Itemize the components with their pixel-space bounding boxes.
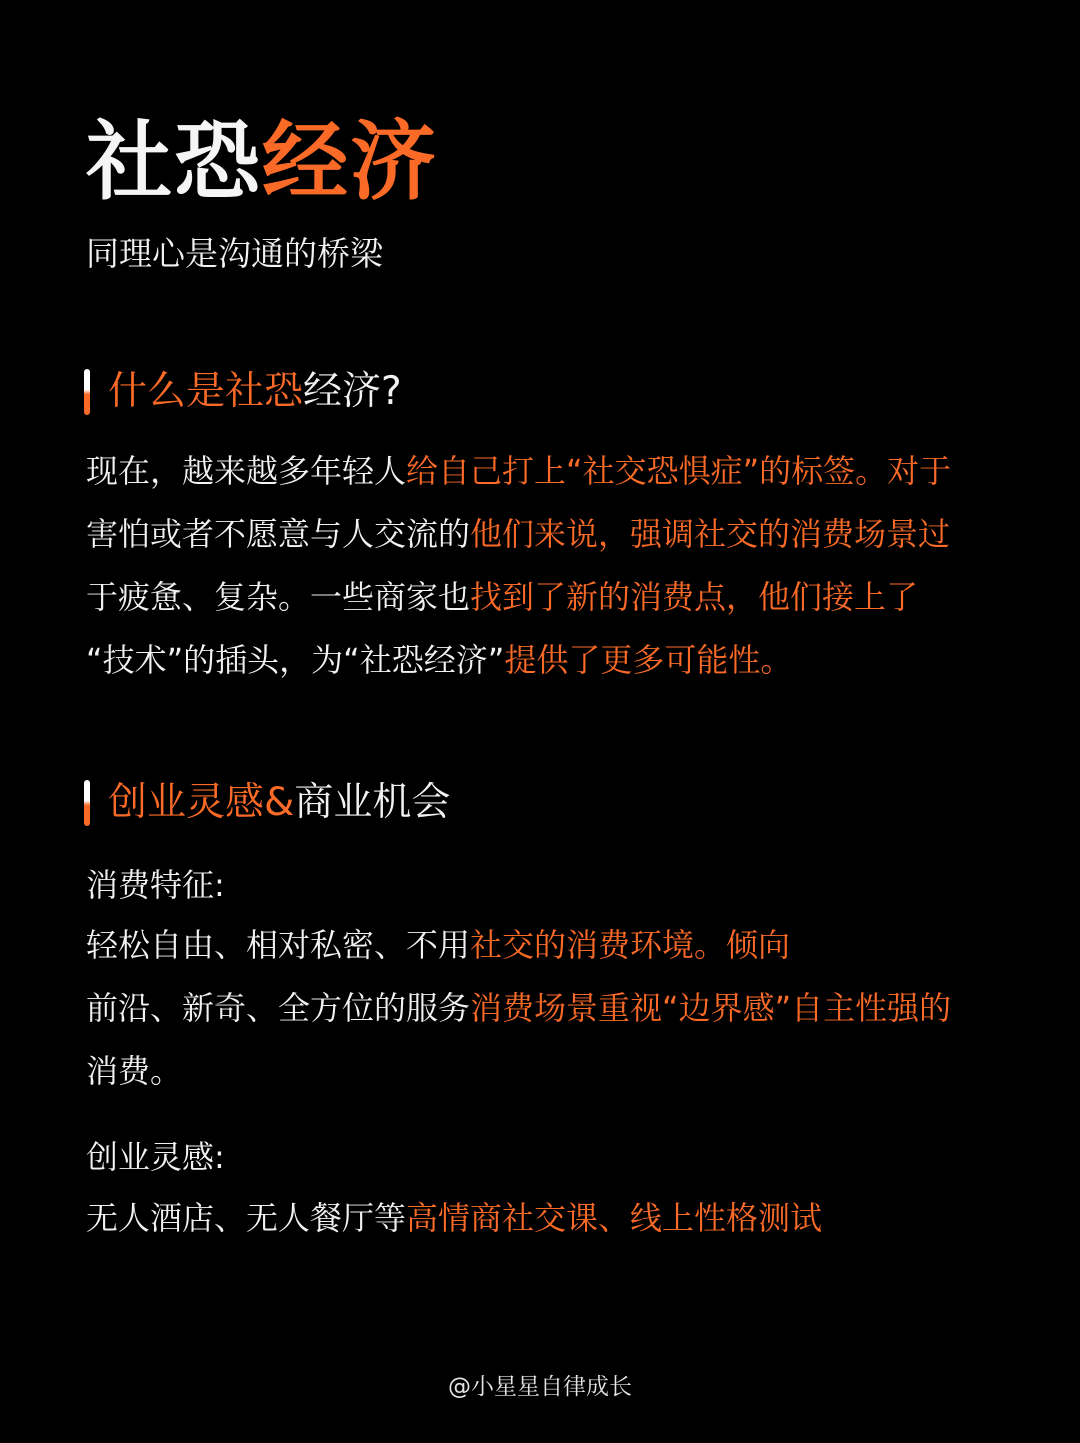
intro-paragraph	[86, 440, 951, 692]
section-heading-text	[108, 777, 450, 829]
page-title	[86, 112, 438, 212]
paragraph-line: “技术”的插头，为“社恐经济”提供了更多可能性。	[86, 641, 793, 679]
consumption-label: 消费特征:	[86, 866, 225, 904]
heading-white-part: 商业机会	[294, 780, 451, 825]
heading-white-part: 经济?	[303, 369, 402, 414]
section-heading-business	[84, 777, 450, 829]
title-part-orange: 经济	[262, 112, 438, 212]
paragraph-line: 消费。	[86, 1052, 183, 1090]
paragraph-line: 害怕或者不愿意与人交流的他们来说，强调社交的消费场景过	[86, 515, 951, 553]
page-subtitle: 同理心是沟通的桥梁	[86, 234, 383, 273]
heading-orange-part: 什么是社恐	[108, 369, 304, 414]
section-heading-what-is	[84, 366, 402, 418]
inspiration-line: 无人酒店、无人餐厅等高情商社交课、线上性格测试	[86, 1199, 823, 1237]
title-part-white: 社恐	[86, 112, 262, 212]
paragraph-line: 轻松自由、相对私密、不用社交的消费环境。倾向	[86, 926, 791, 964]
paragraph-line: 前沿、新奇、全方位的服务消费场景重视“边界感”自主性强的	[86, 989, 952, 1027]
section-marker-bar	[84, 780, 90, 826]
section-heading-text	[108, 366, 402, 418]
section-marker-bar	[84, 369, 90, 415]
paragraph-line: 于疲惫、复杂。一些商家也找到了新的消费点，他们接上了	[86, 578, 919, 616]
heading-orange-part: 创业灵感&	[108, 780, 295, 825]
consumption-paragraph	[86, 914, 951, 1103]
paragraph-line: 现在，越来越多年轻人给自己打上“社交恐惧症”的标签。对于	[86, 452, 952, 490]
inspiration-label: 创业灵感:	[86, 1138, 225, 1176]
author-watermark: @小星星自律成长	[448, 1374, 632, 1400]
